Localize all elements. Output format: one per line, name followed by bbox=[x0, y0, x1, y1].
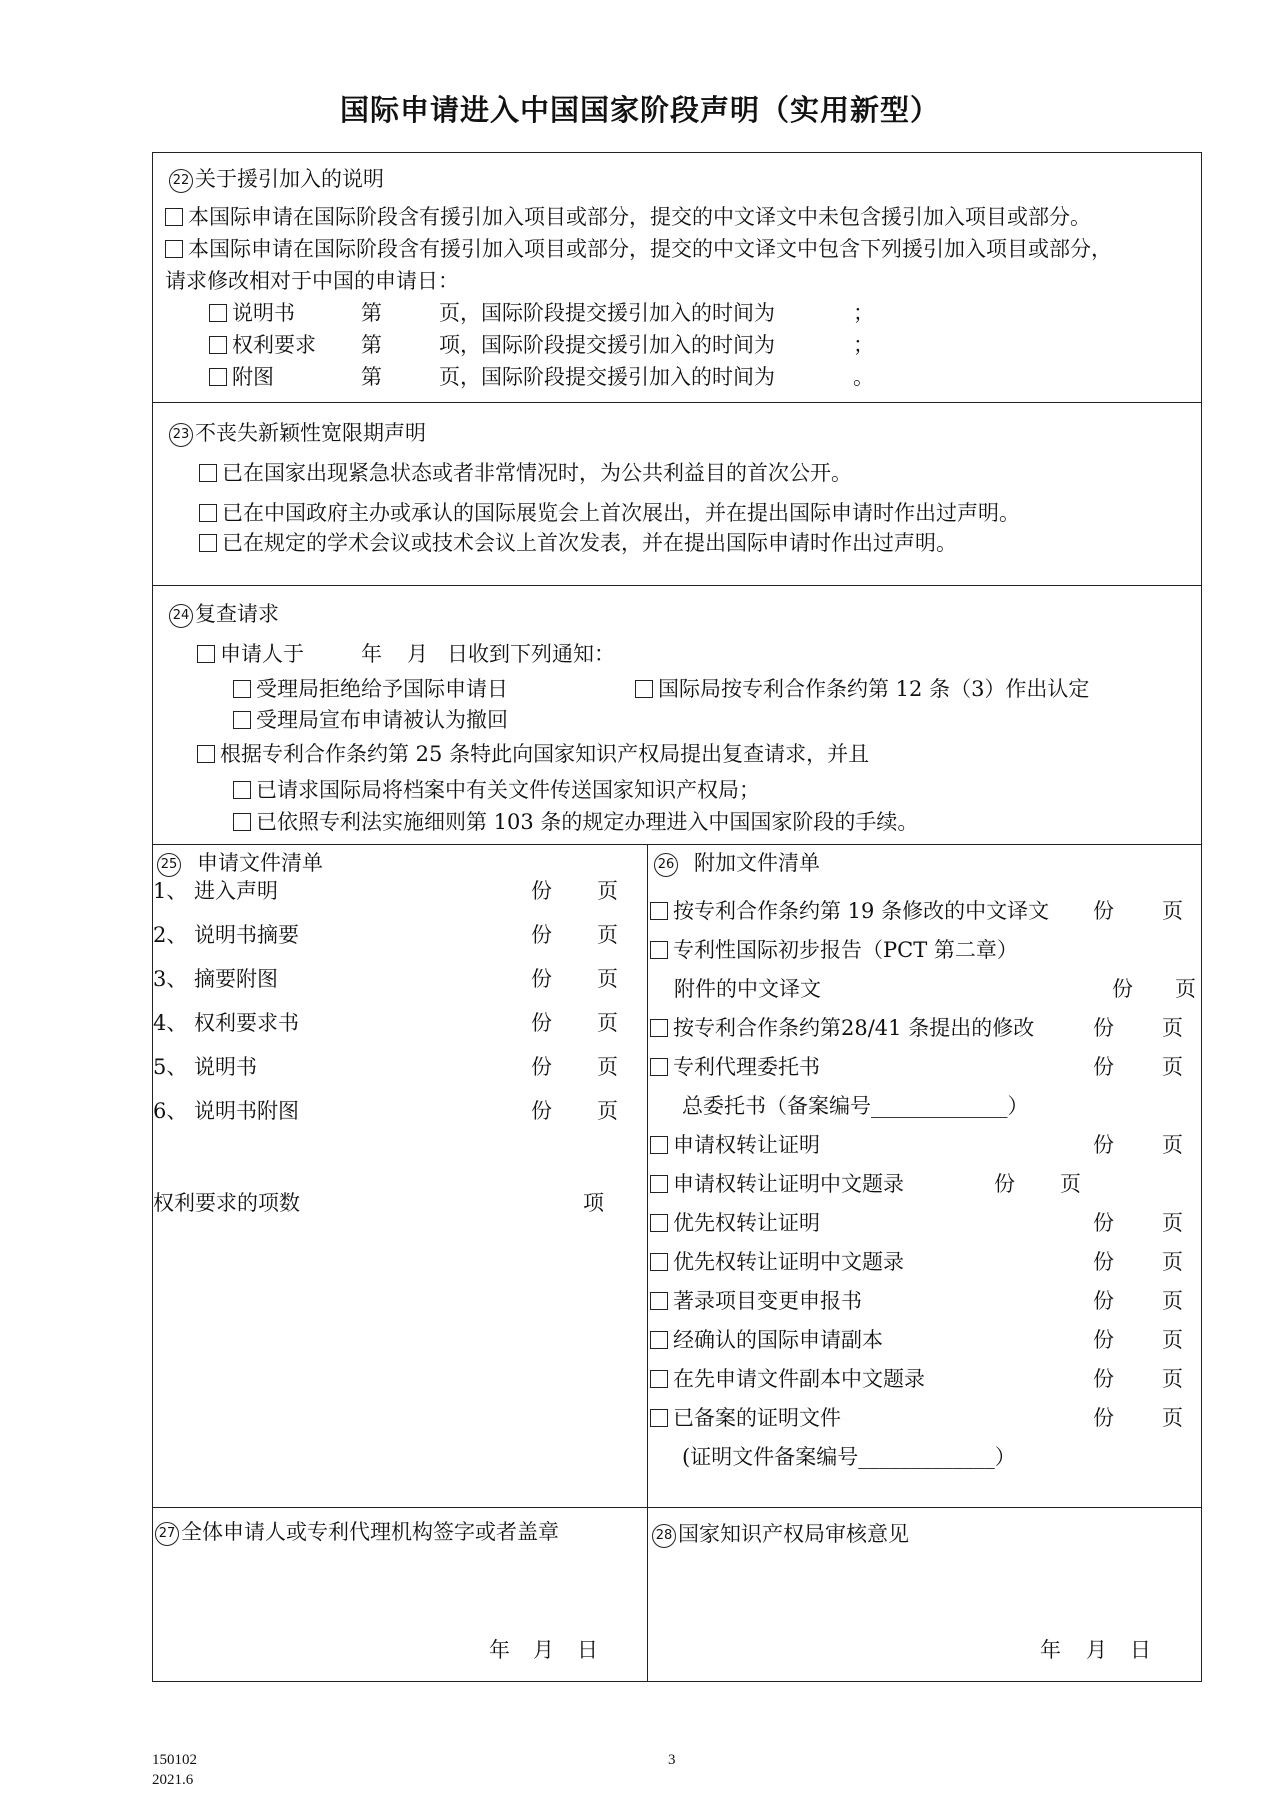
s24-sub-4-checkbox[interactable] bbox=[233, 781, 251, 799]
section-27-heading: 27 全体申请人或专利代理机构签字或者盖章 bbox=[155, 1518, 559, 1546]
s25-item-3-pages: 页 bbox=[597, 967, 618, 991]
s22-item-description: 说明书 bbox=[209, 299, 295, 327]
s26-item-2-copies: 份 bbox=[1112, 977, 1133, 1001]
s26-item-11-copies: 份 bbox=[1093, 1367, 1114, 1391]
s24-option-1-month: 月 bbox=[407, 642, 428, 666]
s26-item-4-copies: 份 bbox=[1093, 1055, 1114, 1079]
s26-item-6-copies: 份 bbox=[994, 1172, 1015, 1196]
s22-item-description-end: ； bbox=[853, 301, 874, 325]
section-26-additional-documents bbox=[648, 845, 1201, 1508]
s26-item-1: 按专利合作条约第 19 条修改的中文译文 bbox=[650, 897, 1049, 925]
s26-item-8-copies: 份 bbox=[1093, 1250, 1114, 1274]
section-28-heading: 28 国家知识产权局审核意见 bbox=[652, 1520, 909, 1548]
s22-option-1: 本国际申请在国际阶段含有援引加入项目或部分，提交的中文译文中未包含援引加入项目或部分。 bbox=[165, 203, 1091, 231]
s24-sub-5: 已依照专利法实施细则第 103 条的规定办理进入中国国家阶段的手续。 bbox=[233, 808, 918, 836]
s25-item-4-pages: 页 bbox=[597, 1011, 618, 1035]
s25-claims-count-unit: 项 bbox=[583, 1191, 604, 1215]
s26-item-11: 在先申请文件副本中文题录 bbox=[650, 1365, 925, 1393]
s25-item-5: 5、 说明书 bbox=[153, 1055, 258, 1079]
s26-item-5: 申请权转让证明 bbox=[650, 1131, 820, 1159]
s26-item-12-checkbox[interactable] bbox=[650, 1409, 668, 1427]
section-22-incorporation-by-reference bbox=[153, 153, 1201, 403]
s22-item-claims-text: 项，国际阶段提交援引加入的时间为 bbox=[439, 333, 775, 357]
s25-item-3: 3、 摘要附图 bbox=[153, 967, 279, 991]
s26-item-6-pages: 页 bbox=[1060, 1172, 1081, 1196]
s26-item-1-checkbox[interactable] bbox=[650, 902, 668, 920]
s24-sub-3-checkbox[interactable] bbox=[233, 711, 251, 729]
s25-item-4: 4、 权利要求书 bbox=[153, 1011, 300, 1035]
s24-option-2-checkbox[interactable] bbox=[197, 745, 215, 763]
s23-option-2: 已在中国政府主办或承认的国际展览会上首次展出，并在提出国际申请时作出过声明。 bbox=[199, 499, 1020, 527]
s26-item-12-copies: 份 bbox=[1093, 1406, 1114, 1430]
s26-item-1-pages: 页 bbox=[1162, 899, 1183, 923]
s26-item-5-copies: 份 bbox=[1093, 1133, 1114, 1157]
s24-sub-2-checkbox[interactable] bbox=[635, 680, 653, 698]
s23-option-1-checkbox[interactable] bbox=[199, 464, 217, 482]
s23-option-1: 已在国家出现紧急状态或者非常情况时，为公共利益目的首次公开。 bbox=[199, 459, 852, 487]
s26-item-3-copies: 份 bbox=[1093, 1016, 1114, 1040]
s22-item-claims-end: ； bbox=[853, 333, 874, 357]
s25-item-4-copies: 份 bbox=[531, 1011, 552, 1035]
s26-item-4-pages: 页 bbox=[1162, 1055, 1183, 1079]
s24-sub-3: 受理局宣布申请被认为撤回 bbox=[233, 706, 508, 734]
section-24-review-request bbox=[153, 586, 1201, 845]
section-25-application-documents bbox=[153, 845, 648, 1508]
s26-item-4-checkbox[interactable] bbox=[650, 1058, 668, 1076]
s22-item-description-text: 页，国际阶段提交援引加入的时间为 bbox=[439, 301, 775, 325]
s25-item-1: 1、 进入声明 bbox=[153, 879, 279, 903]
s24-option-2: 根据专利合作条约第 25 条特此向国家知识产权局提出复查请求，并且 bbox=[197, 740, 869, 768]
s24-option-1-checkbox[interactable] bbox=[197, 645, 215, 663]
s26-item-2-checkbox[interactable] bbox=[650, 941, 668, 959]
s26-item-6: 申请权转让证明中文题录 bbox=[650, 1170, 904, 1198]
s25-item-6-pages: 页 bbox=[597, 1099, 618, 1123]
s26-item-9: 著录项目变更申报书 bbox=[650, 1287, 862, 1315]
s26-item-3-checkbox[interactable] bbox=[650, 1019, 668, 1037]
s22-option-2: 本国际申请在国际阶段含有援引加入项目或部分，提交的中文译文中包含下列援引加入项目或部分， bbox=[165, 235, 1112, 263]
s26-item-2-annex: 附件的中文译文 bbox=[674, 977, 821, 1001]
s26-item-9-copies: 份 bbox=[1093, 1289, 1114, 1313]
section-28-cnipa-review bbox=[648, 1508, 1201, 1681]
page-number: 3 bbox=[668, 1752, 676, 1768]
section-23-grace-period bbox=[153, 403, 1201, 586]
section-number-24: 24 bbox=[169, 604, 193, 628]
s26-item-10: 经确认的国际申请副本 bbox=[650, 1326, 883, 1354]
s23-option-3-checkbox[interactable] bbox=[199, 534, 217, 552]
s25-item-6: 6、 说明书附图 bbox=[153, 1099, 300, 1123]
s26-item-10-pages: 页 bbox=[1162, 1328, 1183, 1352]
s24-option-1-text: 日收到下列通知： bbox=[447, 642, 615, 666]
s26-item-8: 优先权转让证明中文题录 bbox=[650, 1248, 904, 1276]
s26-item-10-copies: 份 bbox=[1093, 1328, 1114, 1352]
s25-item-2: 2、 说明书摘要 bbox=[153, 923, 300, 947]
s26-item-7-pages: 页 bbox=[1162, 1211, 1183, 1235]
s24-sub-1-checkbox[interactable] bbox=[233, 680, 251, 698]
s28-year: 年 bbox=[1040, 1638, 1061, 1662]
s26-item-8-pages: 页 bbox=[1162, 1250, 1183, 1274]
s25-item-5-pages: 页 bbox=[597, 1055, 618, 1079]
s22-item-description-checkbox[interactable] bbox=[209, 304, 227, 322]
section-26-heading: 26 附加文件清单 bbox=[654, 849, 820, 877]
s23-option-3: 已在规定的学术会议或技术会议上首次发表，并在提出国际申请时作出过声明。 bbox=[199, 529, 957, 557]
section-number-23: 23 bbox=[169, 423, 193, 447]
s26-item-5-pages: 页 bbox=[1162, 1133, 1183, 1157]
s25-item-6-copies: 份 bbox=[531, 1099, 552, 1123]
s24-option-1: 申请人于 bbox=[197, 640, 304, 668]
s22-item-claims-di: 第 bbox=[361, 333, 382, 357]
s22-item-claims-checkbox[interactable] bbox=[209, 336, 227, 354]
s22-item-claims: 权利要求 bbox=[209, 331, 316, 359]
s26-item-7: 优先权转让证明 bbox=[650, 1209, 820, 1237]
s26-general-power-of-attorney: 总委托书（备案编号_____________） bbox=[682, 1094, 1029, 1118]
s22-item-drawings-checkbox[interactable] bbox=[209, 368, 227, 386]
s22-item-description-di: 第 bbox=[361, 301, 382, 325]
s26-item-4: 专利代理委托书 bbox=[650, 1053, 820, 1081]
s26-item-3: 按专利合作条约第28/41 条提出的修改 bbox=[650, 1014, 1034, 1042]
s27-day: 日 bbox=[577, 1638, 598, 1662]
s26-item-7-copies: 份 bbox=[1093, 1211, 1114, 1235]
s25-item-1-pages: 页 bbox=[597, 879, 618, 903]
s27-year: 年 bbox=[489, 1638, 510, 1662]
s26-item-11-pages: 页 bbox=[1162, 1367, 1183, 1391]
s26-item-9-pages: 页 bbox=[1162, 1289, 1183, 1313]
form-code: 150102 bbox=[152, 1752, 197, 1768]
section-number-28: 28 bbox=[652, 1524, 676, 1548]
s26-item-2-pages: 页 bbox=[1175, 977, 1196, 1001]
s26-item-12-pages: 页 bbox=[1162, 1406, 1183, 1430]
s22-item-drawings-text: 页，国际阶段提交援引加入的时间为 bbox=[439, 365, 775, 389]
section-22-heading: 22 关于援引加入的说明 bbox=[169, 165, 384, 193]
s23-option-2-checkbox[interactable] bbox=[199, 504, 217, 522]
s26-item-11-checkbox[interactable] bbox=[650, 1370, 668, 1388]
s24-sub-5-checkbox[interactable] bbox=[233, 813, 251, 831]
form-version: 2021.6 bbox=[152, 1772, 194, 1788]
s26-item-10-checkbox[interactable] bbox=[650, 1331, 668, 1349]
s22-option-2-checkbox[interactable] bbox=[165, 240, 183, 258]
s22-item-drawings-di: 第 bbox=[361, 365, 382, 389]
s25-claims-count-label: 权利要求的项数 bbox=[153, 1191, 300, 1215]
s28-day: 日 bbox=[1130, 1638, 1151, 1662]
s26-item-9-checkbox[interactable] bbox=[650, 1292, 668, 1310]
section-number-27: 27 bbox=[155, 1522, 179, 1546]
s27-month: 月 bbox=[533, 1638, 554, 1662]
s26-certificate-record-number: (证明文件备案编号_____________） bbox=[682, 1445, 1016, 1469]
s24-option-1-year: 年 bbox=[361, 642, 382, 666]
declaration-form bbox=[152, 152, 1202, 1682]
s26-item-6-checkbox[interactable] bbox=[650, 1175, 668, 1193]
s22-option-2-continued: 请求修改相对于中国的申请日： bbox=[165, 269, 459, 293]
section-number-26: 26 bbox=[654, 853, 678, 877]
s24-sub-4: 已请求国际局将档案中有关文件传送国家知识产权局； bbox=[233, 776, 760, 804]
section-number-22: 22 bbox=[169, 169, 193, 193]
section-25-heading: 25 申请文件清单 bbox=[157, 849, 323, 877]
s22-option-1-checkbox[interactable] bbox=[165, 208, 183, 226]
section-24-heading: 24 复查请求 bbox=[169, 600, 279, 628]
s25-item-2-copies: 份 bbox=[531, 923, 552, 947]
s26-item-7-checkbox[interactable] bbox=[650, 1214, 668, 1232]
s26-item-2: 专利性国际初步报告（PCT 第二章） bbox=[650, 936, 1018, 964]
s24-sub-1: 受理局拒绝给予国际申请日 bbox=[233, 675, 508, 703]
s26-item-1-copies: 份 bbox=[1093, 899, 1114, 923]
section-number-25: 25 bbox=[157, 853, 181, 877]
section-27-signature bbox=[153, 1508, 648, 1681]
s26-item-8-checkbox[interactable] bbox=[650, 1253, 668, 1271]
s25-item-1-copies: 份 bbox=[531, 879, 552, 903]
s26-item-3-pages: 页 bbox=[1162, 1016, 1183, 1040]
s24-sub-2: 国际局按专利合作条约第 12 条（3）作出认定 bbox=[635, 675, 1089, 703]
form-title: 国际申请进入中国国家阶段声明（实用新型） bbox=[339, 93, 940, 127]
s25-item-3-copies: 份 bbox=[531, 967, 552, 991]
s22-item-drawings-end: 。 bbox=[853, 365, 874, 389]
s22-item-drawings: 附图 bbox=[209, 363, 274, 391]
s28-month: 月 bbox=[1086, 1638, 1107, 1662]
s25-item-2-pages: 页 bbox=[597, 923, 618, 947]
section-23-heading: 23 不丧失新颖性宽限期声明 bbox=[169, 419, 426, 447]
s26-item-5-checkbox[interactable] bbox=[650, 1136, 668, 1154]
s25-item-5-copies: 份 bbox=[531, 1055, 552, 1079]
s26-item-12: 已备案的证明文件 bbox=[650, 1404, 841, 1432]
